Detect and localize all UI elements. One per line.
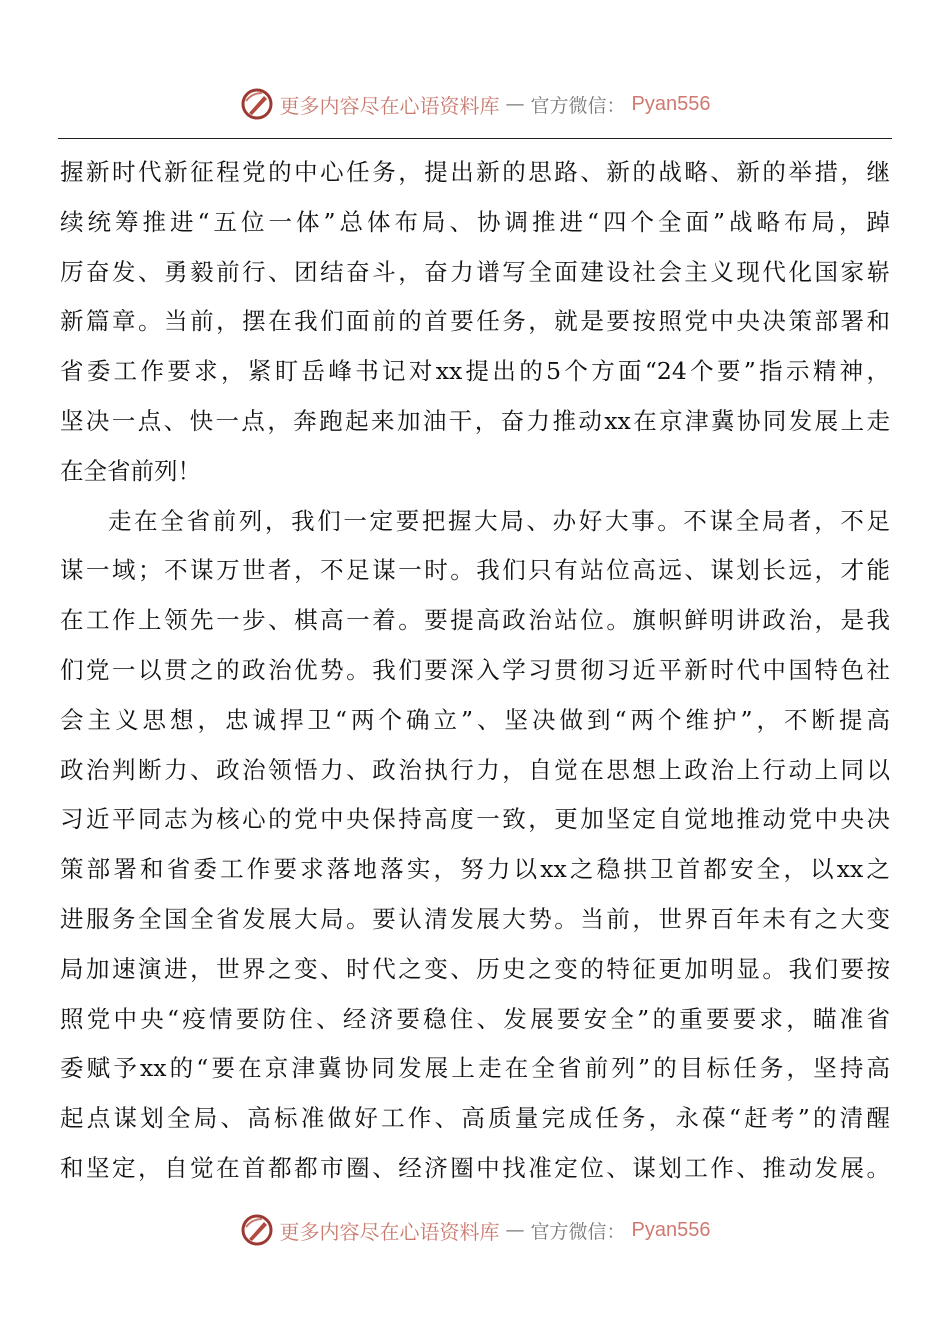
text-line: 谋一域；不谋万世者，不足谋一时。我们只有站位高远、谋划长远，才能	[60, 556, 890, 585]
text-line: 握新时代新征程党的中心任务，提出新的思路、新的战略、新的举措，继	[60, 158, 890, 186]
text-line: 在工作上领先一步、棋高一着。要提高政治站位。旗帜鲜明讲政治，是我	[60, 606, 890, 635]
header-dash: —	[505, 93, 525, 115]
text-line: 起点谋划全局、高标准做好工作、高质量完成任务，永葆“赶考”的清醒	[60, 1104, 890, 1133]
header-brand: 更多内容尽在心语资料库	[279, 93, 500, 118]
text-line: 坚决一点、快一点，奔跑起来加油干，奋力推动xx在京津冀协同发展上走	[60, 406, 890, 435]
header-watermark	[0, 84, 950, 124]
text-line: 局加速演进，世界之变、时代之变、历史之变的特征更加明显。我们要按	[60, 954, 890, 983]
text-line: 政治判断力、政治领悟力、政治执行力，自觉在思想上政治上行动上同以	[60, 755, 890, 784]
document-body	[60, 148, 890, 1194]
text-line: 走在全省前列，我们一定要把握大局、办好大事。不谋全局者，不足	[108, 506, 890, 535]
text-line: 厉奋发、勇毅前行、团结奋斗，奋力谱写全面建设社会主义现代化国家崭	[60, 257, 890, 286]
header-wechat-id: Pyan556	[631, 92, 711, 115]
text-line: 新篇章。当前，摆在我们面前的首要任务，就是要按照党中央决策部署和	[60, 307, 890, 336]
text-line: 委赋予xx的“要在京津冀协同发展上走在全省前列”的目标任务，坚持高	[60, 1054, 890, 1083]
pen-logo-icon	[240, 87, 274, 121]
text-line: 们党一以贯之的政治优势。我们要深入学习贯彻习近平新时代中国特色社	[60, 655, 890, 684]
header-label: 官方微信：	[530, 94, 626, 117]
text-line: 会主义思想，忠诚捍卫“两个确立”、坚决做到“两个维护”，不断提高	[60, 705, 890, 734]
footer-label: 官方微信：	[530, 1220, 626, 1243]
text-line: 习近平同志为核心的党中央保持高度一致，更加坚定自觉地推动党中央决	[60, 805, 890, 834]
text-line: 省委工作要求，紧盯岳峰书记对xx提出的5个方面“24个要”指示精神，	[60, 357, 890, 386]
pen-logo-icon	[240, 1213, 274, 1247]
text-line: 续统筹推进“五位一体”总体布局、协调推进“四个全面”战略布局，踔	[60, 207, 890, 236]
text-line: 策部署和省委工作要求落地落实，努力以xx之稳拱卫首都安全，以xx之	[60, 855, 890, 884]
footer-wechat-id: Pyan556	[631, 1218, 711, 1241]
text-line: 和坚定，自觉在首都都市圈、经济圈中找准定位、谋划工作、推动发展。	[60, 1153, 890, 1182]
text-line: 进服务全国全省发展大局。要认清发展大势。当前，世界百年未有之大变	[60, 904, 890, 933]
footer-dash: —	[505, 1219, 525, 1241]
footer-watermark	[0, 1210, 950, 1250]
text-line: 照党中央“疫情要防住、经济要稳住、发展要安全”的重要要求，瞄准省	[60, 1004, 890, 1033]
footer-brand: 更多内容尽在心语资料库	[279, 1219, 500, 1244]
text-line: 在全省前列！	[60, 456, 201, 485]
header-rule	[58, 138, 892, 139]
